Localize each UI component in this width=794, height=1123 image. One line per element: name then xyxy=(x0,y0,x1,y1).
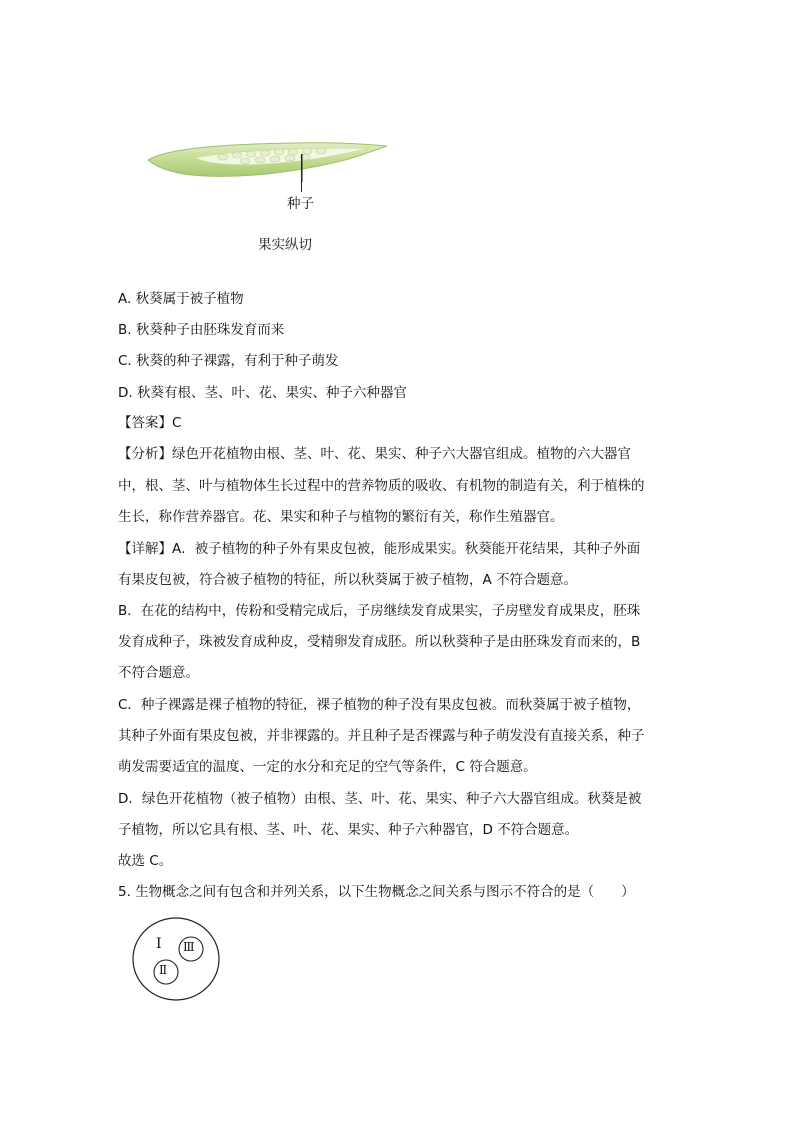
detail-line: 有果皮包被，符合被子植物的特征，所以秋葵属于被子植物，A 不符合题意。 xyxy=(118,572,578,588)
detail-line: B．在花的结构中，传粉和受精完成后，子房继续发育成果实，子房壁发育成果皮，胚珠 xyxy=(118,603,641,619)
seed-pointer-line xyxy=(301,154,302,192)
option-b: B. 秋葵种子由胚珠发育而来 xyxy=(118,322,285,338)
detail-line: 故选 C。 xyxy=(118,853,173,869)
detail-line: D．绿色开花植物（被子植物）由根、茎、叶、花、果实、种子六大器官组成。秋葵是被 xyxy=(118,791,642,807)
seed-label: 种子 xyxy=(287,196,314,212)
concept-relation-diagram xyxy=(130,916,222,1002)
detail-line: 不符合题意。 xyxy=(118,665,199,681)
option-c: C. 秋葵的种子裸露，有利于种子萌发 xyxy=(118,353,339,369)
detail-line: 发育成种子，珠被发育成种皮，受精卵发育成胚。所以秋葵种子是由胚珠发育而来的，B xyxy=(118,634,641,650)
analysis-line: 【分析】绿色开花植物由根、茎、叶、花、果实、种子六大器官组成。植物的六大器官 xyxy=(118,446,631,462)
detail-line: 其种子外面有果皮包被，并非裸露的。并且种子是否裸露与种子萌发没有直接关系，种子 xyxy=(118,728,645,744)
diagram-label-iii: Ⅲ xyxy=(183,940,195,954)
option-a: A. 秋葵属于被子植物 xyxy=(118,291,244,307)
okra-fruit-section-image xyxy=(145,132,390,182)
detail-line: C．种子裸露是裸子植物的特征，裸子植物的种子没有果皮包被。而秋葵属于被子植物， xyxy=(118,697,641,713)
detail-line: 萌发需要适宜的温度、一定的水分和充足的空气等条件，C 符合题意。 xyxy=(118,759,537,775)
detail-line: 子植物，所以它具有根、茎、叶、花、果实、种子六种器官，D 不符合题意。 xyxy=(118,822,579,838)
analysis-line: 中，根、茎、叶与植物体生长过程中的营养物质的吸收、有机物的制造有关，利于植株的 xyxy=(118,478,645,494)
answer-line: 【答案】C xyxy=(118,415,182,431)
diagram-label-i: Ⅰ xyxy=(156,936,162,952)
question-5: 5. 生物概念之间有包含和并列关系，以下生物概念之间关系与图示不符合的是（ ） xyxy=(118,884,635,900)
diagram-label-ii: Ⅱ xyxy=(159,963,168,977)
analysis-line: 生长，称作营养器官。花、果实和种子与植物的繁衍有关，称作生殖器官。 xyxy=(118,509,564,525)
option-d: D. 秋葵有根、茎、叶、花、果实、种子六种器官 xyxy=(118,385,407,401)
detail-line: 【详解】A．被子植物的种子外有果皮包被，能形成果实。秋葵能开花结果，其种子外面 xyxy=(118,541,641,557)
figure-caption: 果实纵切 xyxy=(258,237,312,253)
